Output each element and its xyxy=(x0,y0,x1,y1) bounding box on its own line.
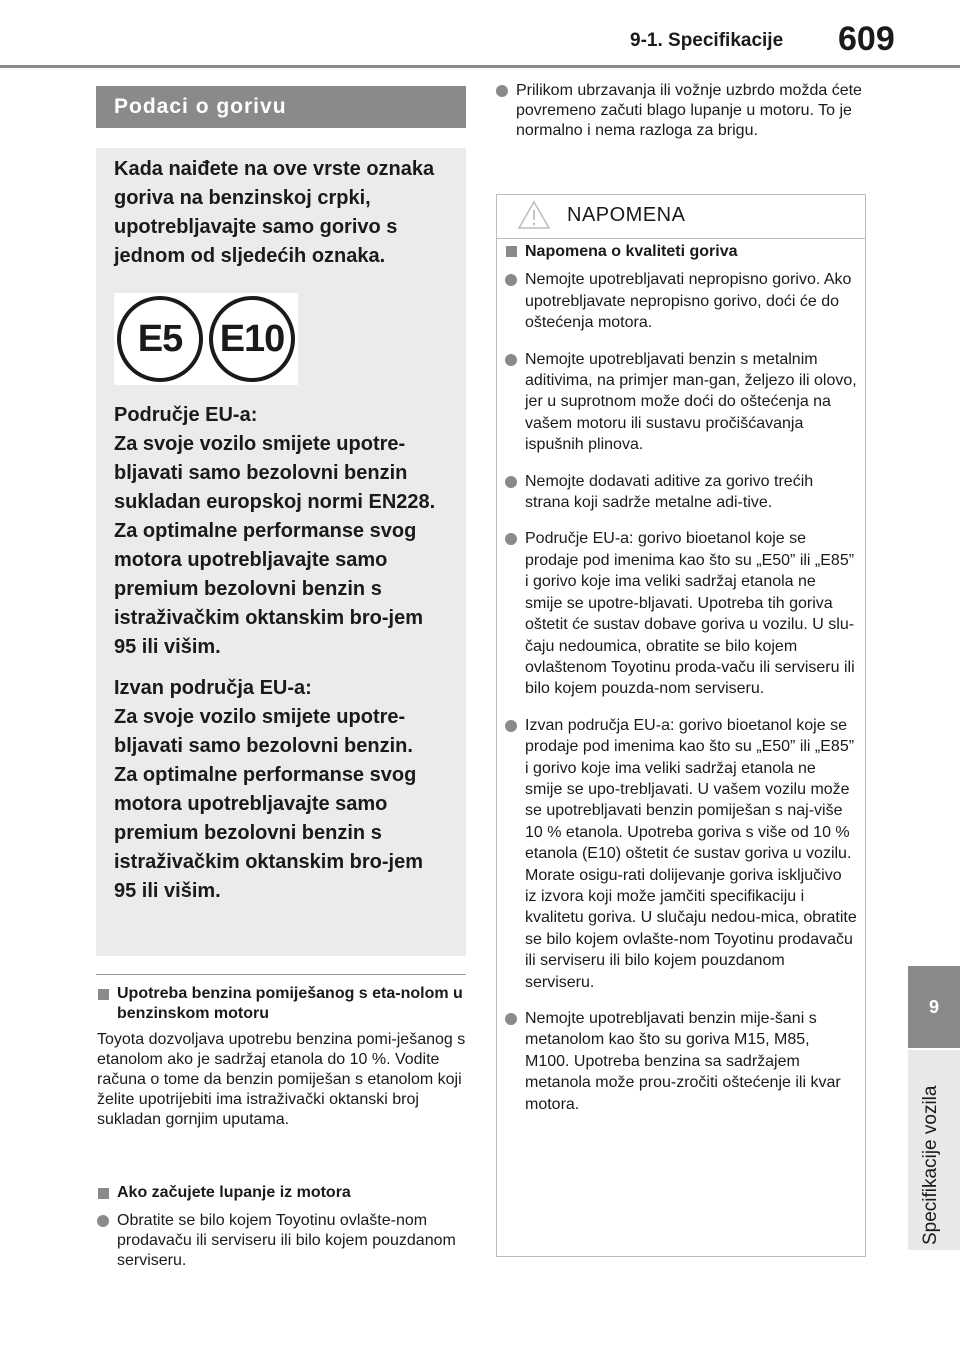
right-top-bullet: Prilikom ubrzavanja ili vožnje uzbrdo možda ćete povremeno začuti blago lupanje u motoru. To je normalno i nema razloga za brigu. xyxy=(496,81,866,141)
warning-triangle-icon xyxy=(517,200,551,230)
chapter-label: Specifikacije vozila xyxy=(920,1085,941,1245)
ethanol-section xyxy=(97,984,467,1130)
section-title: 9-1. Specifikacije xyxy=(630,30,784,51)
note-box xyxy=(496,194,866,1257)
eu-text-1: Za svoje vozilo smijete upotre-bljavati samo bezolovni benzin sukladan europskoj normi EN228. xyxy=(114,433,436,513)
non-eu-text-2: Za optimalne performanse svog motora upotrebljavajte samo premium bezolovni benzin s istraživačkim oktanskim bro-jem 95 ili višim. xyxy=(114,764,424,902)
note-bullet-2: Nemojte upotrebljavati benzin s metalnim aditivima, na primjer man-gan, željezo ili olovo, jer u suprotnom može doći do oštećenja na vašem motoru ili sustavu pročišćavanja ispušnih plinova. xyxy=(505,349,857,456)
knock-section xyxy=(97,1183,467,1271)
fuel-info-box xyxy=(96,148,466,956)
fuel-label-e5 xyxy=(114,293,206,385)
chapter-label-tab xyxy=(908,1050,960,1250)
ethanol-text: Toyota dozvoljava upotrebu benzina pomi-ješanog s etanolom ako je sadržaj etanola do 10 %. Vodite računa o tome da benzin pomiješan s etanolom koji želite upotrijebiti ima istraživački oktanski broj sukladan gornjim uputama. xyxy=(97,1031,466,1128)
page-number: 609 xyxy=(838,20,895,58)
section-divider xyxy=(96,974,466,975)
eu-region-heading: Područje EU-a: xyxy=(114,404,258,426)
ethanol-heading: Upotreba benzina pomiješanog s eta-nolom u benzinskom motoru xyxy=(97,984,467,1024)
fuel-label-e5-circle: E5 xyxy=(117,296,203,382)
non-eu-text-1: Za svoje vozilo smijete upotre-bljavati samo bezolovni benzin. xyxy=(114,706,413,757)
chapter-number-tab xyxy=(908,966,960,1048)
note-bullet-3: Nemojte dodavati aditive za gorivo trećih strana koji sadrže metalne adi-tive. xyxy=(505,471,857,514)
note-bullet-4: Područje EU-a: gorivo bioetanol koje se prodaje pod imenima kao što su „E50” ili „E85” i gorivo koje ima veliki sadržaj etanola ne smije se upotre-bljavati. Upotreba tih goriva oštetit će sustav dobave goriva u vozilu. U slu-čaju nedoumica, obratite se bilo kojem ovlaštenom Toyotinu proda-vaču ili serviseru ili bilo kojem pouzda-nom serviseru. xyxy=(505,528,857,699)
note-subheading: Napomena o kvaliteti goriva xyxy=(505,241,857,262)
note-bullet-1: Nemojte upotrebljavati nepropisno gorivo. Ako upotrebljavate nepropisno gorivo, doći će do oštećenja motora. xyxy=(505,269,857,333)
section-banner-title: Podaci o gorivu xyxy=(114,95,287,118)
header-rule xyxy=(0,65,960,68)
note-rule xyxy=(497,238,865,239)
note-body xyxy=(505,241,857,1130)
fuel-label-e10-circle: E10 xyxy=(209,296,295,382)
fuel-label-e10 xyxy=(206,293,298,385)
eu-text-2: Za optimalne performanse svog motora upotrebljavajte samo premium bezolovni benzin s istraživačkim oktanskim bro-jem 95 ili višim. xyxy=(114,520,424,658)
knock-bullet: Obratite se bilo kojem Toyotinu ovlašte-nom prodavaču ili serviseru ili bilo kojem pouzdanom serviseru. xyxy=(97,1211,467,1271)
non-eu-region-heading: Izvan područja EU-a: xyxy=(114,677,312,699)
section-banner xyxy=(96,86,466,128)
note-bullet-5: Izvan područja EU-a: gorivo bioetanol koje se prodaje pod imenima kao što su „E50” ili „E85” i gorivo koje ima veliki sadržaj etanola ne smije se upo-trebljavati. U vašem vozilu može se upotrebljavati benzin pomiješan s naj-više 10 % etanola. Upotreba goriva s više od 10 % etanola (E10) oštetit će sustav goriva u vozilu. Morate osigu-rati dolijevanje goriva isključivo iz izvora koji može jamčiti specifikaciju i kvalitetu goriva. U slučaju nedou-mica, obratite se bilo kojem ovlašte-nom Toyotinu prodavaču ili serviseru ili bilo kojem pouzdanom serviseru. xyxy=(505,715,857,993)
note-title: NAPOMENA xyxy=(567,204,686,226)
chapter-number: 9 xyxy=(928,996,939,1017)
note-header xyxy=(497,195,865,237)
note-bullet-6: Nemojte upotrebljavati benzin mije-šani s metanolom kao što su goriva M15, M85, M100. Upotreba benzina sa sadržajem metanola može prou-zročiti oštećenje ili kvar motora. xyxy=(505,1008,857,1115)
knock-heading: Ako začujete lupanje iz motora xyxy=(97,1183,467,1203)
right-top-section xyxy=(496,81,866,141)
fuel-intro: Kada naiđete na ove vrste oznaka goriva na benzinskoj crpki, upotrebljavajte samo gorivo s jednom od sljedećih oznaka. xyxy=(114,158,435,267)
fuel-labels xyxy=(114,293,298,385)
